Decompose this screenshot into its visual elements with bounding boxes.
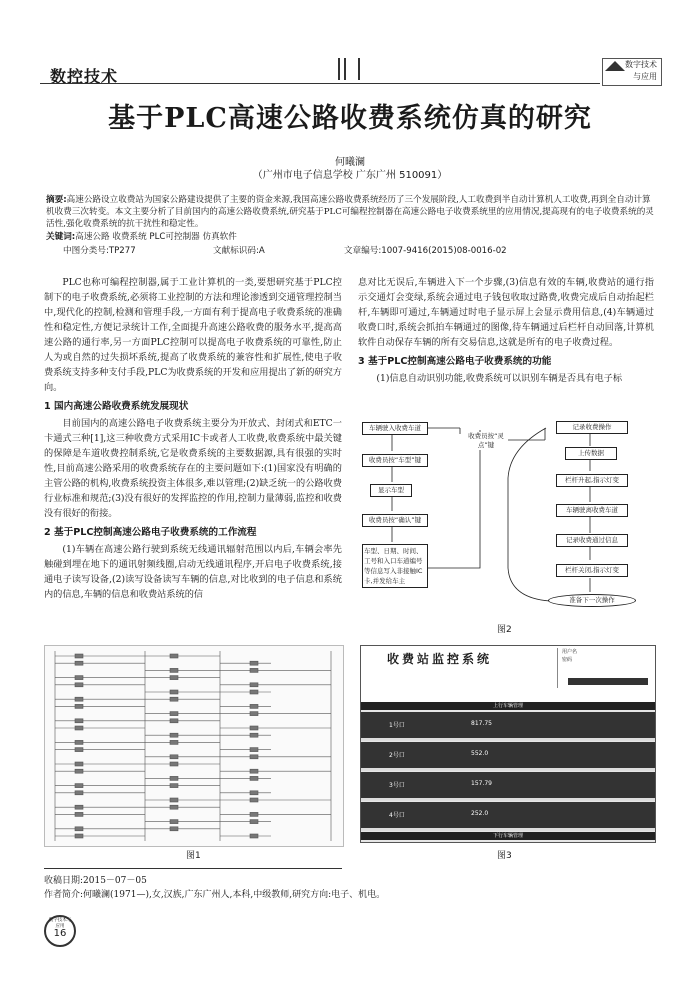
figure-1-caption: 图1 <box>186 851 201 861</box>
lane-fee-value: 817.75 <box>471 720 492 727</box>
flow-step-record-passage: 记录收费通过信息 <box>556 534 628 547</box>
ladder-diagram-graphic <box>45 646 343 846</box>
figure-2-flowchart <box>360 418 654 618</box>
monitor-button-strip <box>568 678 648 685</box>
ladder-contact <box>170 798 178 802</box>
flow-step-press-key: 收费员按“灵点”键 <box>464 432 508 450</box>
ladder-contact <box>250 776 258 780</box>
ladder-contact <box>250 798 258 802</box>
ladder-contact <box>75 704 83 708</box>
flow-step-close-barrier: 栏杆关闭,指示灯变 <box>556 564 628 577</box>
ladder-contact <box>75 697 83 701</box>
author-bio: 作者简介:何曦澜(1971—),女,汉族,广东广州人,本科,中级教师,研究方向:电子、机电。 <box>44 890 386 900</box>
author: 何曦澜 <box>335 157 365 168</box>
ladder-contact <box>75 654 83 658</box>
ladder-contact <box>75 676 83 680</box>
flow-step-enter-lane: 车辆驶入收费车道 <box>362 422 428 435</box>
monitor-login-panel <box>557 648 656 688</box>
flow-step-raise-barrier: 栏杆升起,指示灯变 <box>556 474 628 487</box>
ladder-contact <box>170 762 178 766</box>
flow-step-write-ic-card: 车型、日期、时间、工号和入口车道编号等信息写入非接触IC卡,并发给车主 <box>362 544 428 588</box>
ladder-contact <box>75 683 83 687</box>
page-number: 16 <box>53 928 67 939</box>
ladder-contact <box>75 827 83 831</box>
document-code: 文献标识码:A <box>213 246 265 256</box>
keywords <box>46 230 237 242</box>
ladder-contact <box>170 740 178 744</box>
monitor-title: 收费站监控系统 <box>387 652 493 666</box>
article-number: 文章编号:1007-9416(2015)08-0016-02 <box>344 246 507 256</box>
ladder-contact <box>170 805 178 809</box>
ladder-contact <box>75 726 83 730</box>
figure-3-caption: 图3 <box>497 851 512 861</box>
left-column <box>44 275 342 602</box>
lane-fee-value: 252.0 <box>471 810 489 817</box>
ladder-contact <box>170 776 178 780</box>
flow-step-vehicle-leaves: 车辆驶离收费车道 <box>556 504 628 517</box>
monitor-lane-row <box>361 742 655 771</box>
monitor-upper-bar: 上行车辆管理 <box>361 702 655 710</box>
menu-password: 密码 <box>562 657 573 663</box>
flow-step-press-vehicle-type: 收费员按“车型”键 <box>362 454 428 467</box>
lane-label: 1号口 <box>389 722 405 729</box>
ladder-contact <box>250 704 258 708</box>
flow-step-record-operation: 记录收费操作 <box>556 421 628 434</box>
ladder-contact <box>170 697 178 701</box>
ladder-contact <box>170 676 178 680</box>
monitor-header <box>361 646 655 690</box>
badge-ring-text: 数字技术与应用 <box>48 918 72 929</box>
ladder-contact <box>250 661 258 665</box>
paper-title: 基于PLC高速公路收费系统仿真的研究 <box>108 103 592 134</box>
ladder-contact <box>250 690 258 694</box>
ladder-contact <box>75 791 83 795</box>
ladder-contact <box>250 683 258 687</box>
monitor-lane-row <box>361 802 655 831</box>
flow-step-next-operation: 准备下一次操作 <box>548 594 636 607</box>
ladder-contact <box>75 661 83 665</box>
lane-label: 2号口 <box>389 752 405 759</box>
section-1-heading: 1 国内高速公路收费系统发展现状 <box>44 401 189 412</box>
ladder-contact <box>170 784 178 788</box>
lane-fee-value: 552.0 <box>471 750 489 757</box>
ladder-contact <box>170 668 178 672</box>
ladder-contact <box>250 712 258 716</box>
ladder-contact <box>75 769 83 773</box>
ladder-contact <box>250 668 258 672</box>
header-rule <box>40 83 600 84</box>
ladder-contact <box>170 755 178 759</box>
ladder-contact <box>75 784 83 788</box>
figure-2-caption: 图2 <box>497 625 512 635</box>
abstract-label: 摘要: <box>46 195 67 205</box>
abstract-text: 高速公路设立收费站为国家公路建设提供了主要的资金来源,我国高速公路收费系统经历了三个发展阶段,人工收费到半自动计算机人工收费,再到全自动计算机收费三次转变。本文主要分析了目前国内的高速公路收费系统,研究基于PLC可编程控制器在高速公路电子收费系统里的应用情况,提高现有的电子收费系统的灵活性,强化收费系统的抗干扰性和稳定性。 <box>46 195 654 229</box>
lane-label: 3号口 <box>389 782 405 789</box>
flow-step-show-vehicle-type: 显示车型 <box>370 484 412 497</box>
monitor-lane-row <box>361 772 655 801</box>
right-column <box>358 275 654 386</box>
ladder-contact <box>75 762 83 766</box>
monitor-icon-row <box>361 690 655 702</box>
ladder-contact <box>75 740 83 744</box>
keywords-label: 关键词: <box>46 232 76 242</box>
section-3-heading: 3 基于PLC控制高速公路电子收费系统的功能 <box>358 356 552 367</box>
ladder-contact <box>250 748 258 752</box>
ladder-contact <box>250 769 258 773</box>
ladder-contact <box>75 719 83 723</box>
ladder-contact <box>250 733 258 737</box>
ladder-contact <box>250 820 258 824</box>
affiliation: （广州市电子信息学校 广东广州 510091） <box>252 170 448 181</box>
section-1-paragraph: 目前国内的高速公路电子收费系统主要分为开放式、封闭式和ETC一卡通式三种[1],这三种收费方式采用IC卡或者人工收费,收费系统中最关键的保障是车道收费控制系统,它是收费系统的主要数据源,具有很强的实时性,目前高速公路采用的收费系统存在的主要问题如下:(1)国家没有明确的主管公路的机构,收费系统投资主体很多,难以管理;(2)缺乏统一的公路收费行业标准和规范;(3)没有很好的发挥监控的作用,控制力量薄弱,监控和收费没有很好的衔接。 <box>44 418 342 519</box>
footnote-rule <box>44 868 342 869</box>
intro-paragraph: PLC也称可编程控制器,属于工业计算机的一类,要想研究基于PLC控制下的电子收费系统,必须将工业控制的方法和理论渗透到交通管理控制当中,现代化的控制,检测和管理手段,一方面有利于提高电子收费系统的准确性和稳定性,方便记录统计工作,全面提升高速公路收费的服务水平,提高高速公路的通行率,另一方面PLC控制可以提高电子收费系统的可靠性,防止人为或自然的过失损坏系统,提高了收费系统的兼容性和扩展性,使电子收费系统支持多种支付手段,PLC为收费系统的开发和应用提出了新的研究方向。 <box>44 277 342 393</box>
header-decoration <box>338 58 364 80</box>
monitor-lower-bar: 下行车辆管理 <box>361 832 655 840</box>
ladder-contact <box>170 827 178 831</box>
flow-step-upload-data: 上传数据 <box>565 447 617 460</box>
ladder-contact <box>170 654 178 658</box>
ladder-contact <box>170 712 178 716</box>
figure-1-ladder-diagram <box>44 645 344 847</box>
ladder-contact <box>250 812 258 816</box>
section-2-paragraph: (1)车辆在高速公路行驶到系统无线通讯辐射范围以内后,车辆会率先触碰到埋在地下的通讯射频线圈,启动无线通讯程序,开启电子收费系统,接通电子读写设备,(2)读写设备读写车辆的信息,对比收到的电子信息和系统内的信息,车辆的信息和收费站系统的信 <box>44 544 342 600</box>
continued-paragraph: 息对比无误后,车辆进入下一个步骤,(3)信息有效的车辆,收费站的通行指示交通灯会变绿,系统会通过电子钱包收取过路费,收费完成后自动抬起栏杆,车辆即可通过,车辆通过时电子显示屏上会显示费用信息,(4)车辆通过收费口时,系统会抓拍车辆通过的图像,待车辆通过后栏杆自动回落,计算机软件自动保存车辆的所有交易信息,这就是所有的电子收费过程。 <box>358 277 654 348</box>
ladder-contact <box>250 791 258 795</box>
ladder-contact <box>170 820 178 824</box>
clc-number: 中图分类号:TP277 <box>63 246 136 256</box>
journal-section-title: 数控技术 <box>50 67 119 86</box>
logo-line2: 与应用 <box>633 72 657 81</box>
page-number-badge <box>44 915 76 947</box>
received-date: 收稿日期:2015－07－05 <box>44 876 147 886</box>
ladder-contact <box>170 733 178 737</box>
section-3-paragraph: (1)信息自动识别功能,收费系统可以识别车辆是否具有电子标 <box>376 373 623 384</box>
monitor-lane-row <box>361 712 655 741</box>
ladder-contact <box>75 748 83 752</box>
ladder-contact <box>250 834 258 838</box>
ladder-contact <box>170 690 178 694</box>
section-2-heading: 2 基于PLC控制高速公路电子收费系统的工作流程 <box>44 527 257 538</box>
ladder-contact <box>75 812 83 816</box>
keywords-text: 高速公路 收费系统 PLC可控制器 仿真软件 <box>75 232 237 242</box>
ladder-contact <box>75 805 83 809</box>
ladder-contact <box>250 726 258 730</box>
journal-logo <box>602 58 662 86</box>
logo-triangle-icon <box>605 61 625 71</box>
figure-3-monitor-screen <box>360 645 656 843</box>
menu-username: 用户名 <box>562 649 578 655</box>
logo-line1: 数字技术 <box>625 60 657 69</box>
ladder-contact <box>250 755 258 759</box>
ladder-contact <box>170 719 178 723</box>
lane-fee-value: 157.79 <box>471 780 492 787</box>
flow-step-press-confirm: 收费员按“确认”键 <box>362 514 428 527</box>
abstract <box>46 194 658 230</box>
lane-label: 4号口 <box>389 812 405 819</box>
ladder-contact <box>75 834 83 838</box>
